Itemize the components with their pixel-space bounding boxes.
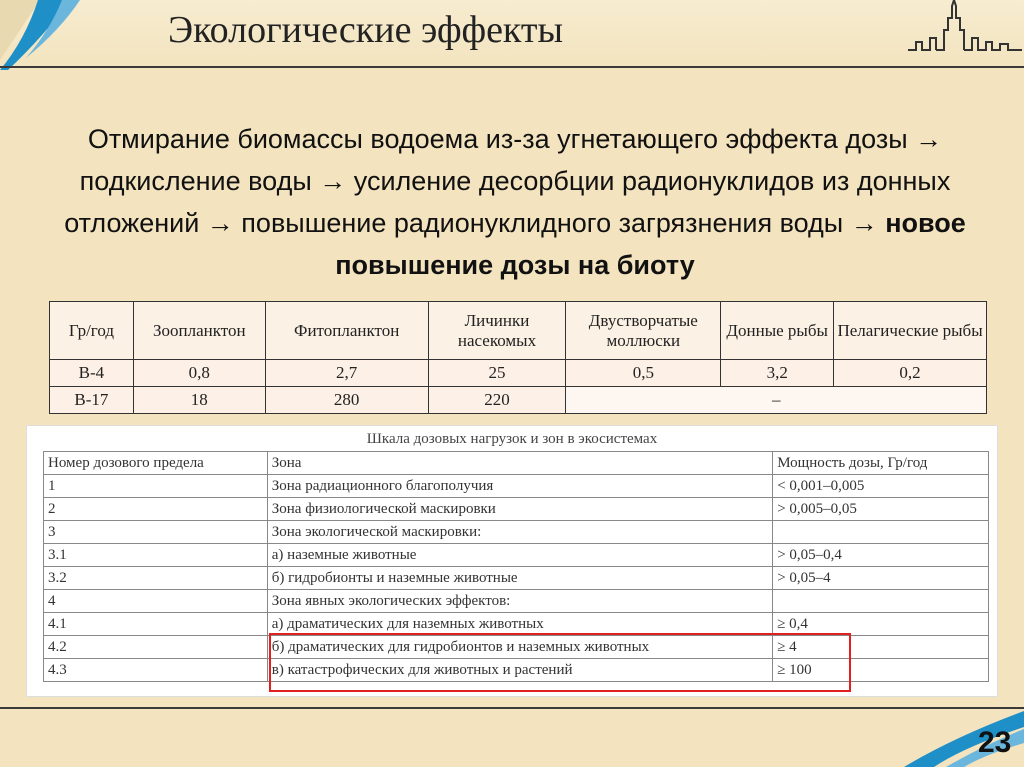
dose-table-header: Двустворчатые моллюски: [566, 302, 721, 360]
page-number: 23: [978, 726, 1012, 759]
table-row: [44, 544, 989, 567]
table-cell: 4.3: [44, 659, 268, 682]
table-cell: ≥ 0,4: [773, 613, 989, 636]
table-cell: [773, 521, 989, 544]
corner-swoosh-decoration: [0, 0, 170, 70]
table-cell: б) драматических для гидробионтов и наземных животных: [267, 636, 772, 659]
table-cell: 220: [428, 387, 566, 414]
table-cell: В-4: [50, 360, 134, 387]
table-cell: 4.1: [44, 613, 268, 636]
table-cell: 0,5: [566, 360, 721, 387]
table-row: [44, 567, 989, 590]
table-cell: 0,8: [133, 360, 265, 387]
university-skyline-icon: [904, 0, 1024, 66]
table-cell: 280: [265, 387, 428, 414]
table-cell: а) драматических для наземных животных: [267, 613, 772, 636]
dose-table-header-row: [50, 302, 987, 360]
table-row: [44, 498, 989, 521]
table-cell: 2: [44, 498, 268, 521]
dose-table: [49, 301, 987, 414]
zones-table-header: Мощность дозы, Гр/год: [773, 452, 989, 475]
table-cell: б) гидробионты и наземные животные: [267, 567, 772, 590]
zones-table-header-row: [44, 452, 989, 475]
table-cell: В-17: [50, 387, 134, 414]
dose-table-header: Гр/год: [50, 302, 134, 360]
dose-table-header: Пелагические рыбы: [834, 302, 987, 360]
table-cell: Зона экологической маскировки:: [267, 521, 772, 544]
zones-table-header: Зона: [267, 452, 772, 475]
paragraph-normal-text: Отмирание биомассы водоема из-за угнетающего эффекта дозы → подкисление воды → усиление десорбции радионуклидов из донных отложений → повышение радионуклидного загрязнения воды →: [64, 124, 951, 238]
table-row: [44, 590, 989, 613]
table-cell: > 0,05–4: [773, 567, 989, 590]
body-paragraph: [20, 118, 1010, 286]
table-cell: > 0,05–0,4: [773, 544, 989, 567]
slide-title: Экологические эффекты: [168, 9, 564, 51]
dose-table-header: Фитопланктон: [265, 302, 428, 360]
zones-table-caption: Шкала дозовых нагрузок и зон в экосистемах: [366, 431, 658, 447]
table-cell: ≥ 100: [773, 659, 989, 682]
table-cell: < 0,001–0,005: [773, 475, 989, 498]
table-cell: 3: [44, 521, 268, 544]
table-cell: а) наземные животные: [267, 544, 772, 567]
header-divider: [0, 66, 1024, 68]
dose-table-header: Зоопланктон: [133, 302, 265, 360]
table-cell: Зона физиологической маскировки: [267, 498, 772, 521]
table-cell: в) катастрофических для животных и растений: [267, 659, 772, 682]
table-row: [44, 521, 989, 544]
table-cell: 3.2: [44, 567, 268, 590]
table-cell: > 0,005–0,05: [773, 498, 989, 521]
highlight-box: [269, 633, 851, 692]
table-cell: 0,2: [834, 360, 987, 387]
zones-table-header: Номер дозового предела: [44, 452, 268, 475]
table-cell: 25: [428, 360, 566, 387]
table-row: [44, 475, 989, 498]
table-row: [50, 387, 987, 414]
table-cell: 2,7: [265, 360, 428, 387]
table-cell: Зона явных экологических эффектов:: [267, 590, 772, 613]
paragraph-bold-text: новое повышение дозы на биоту: [335, 208, 966, 280]
dose-table-header: Личинки насекомых: [428, 302, 566, 360]
table-cell-dash: –: [566, 387, 987, 414]
table-cell: 4.2: [44, 636, 268, 659]
table-cell: [773, 590, 989, 613]
table-cell: 3,2: [721, 360, 834, 387]
table-cell: Зона радиационного благополучия: [267, 475, 772, 498]
table-cell: 4: [44, 590, 268, 613]
dose-table-header: Донные рыбы: [721, 302, 834, 360]
table-cell: 3.1: [44, 544, 268, 567]
table-cell: 18: [133, 387, 265, 414]
table-cell: ≥ 4: [773, 636, 989, 659]
table-cell: 1: [44, 475, 268, 498]
table-row: [50, 360, 987, 387]
